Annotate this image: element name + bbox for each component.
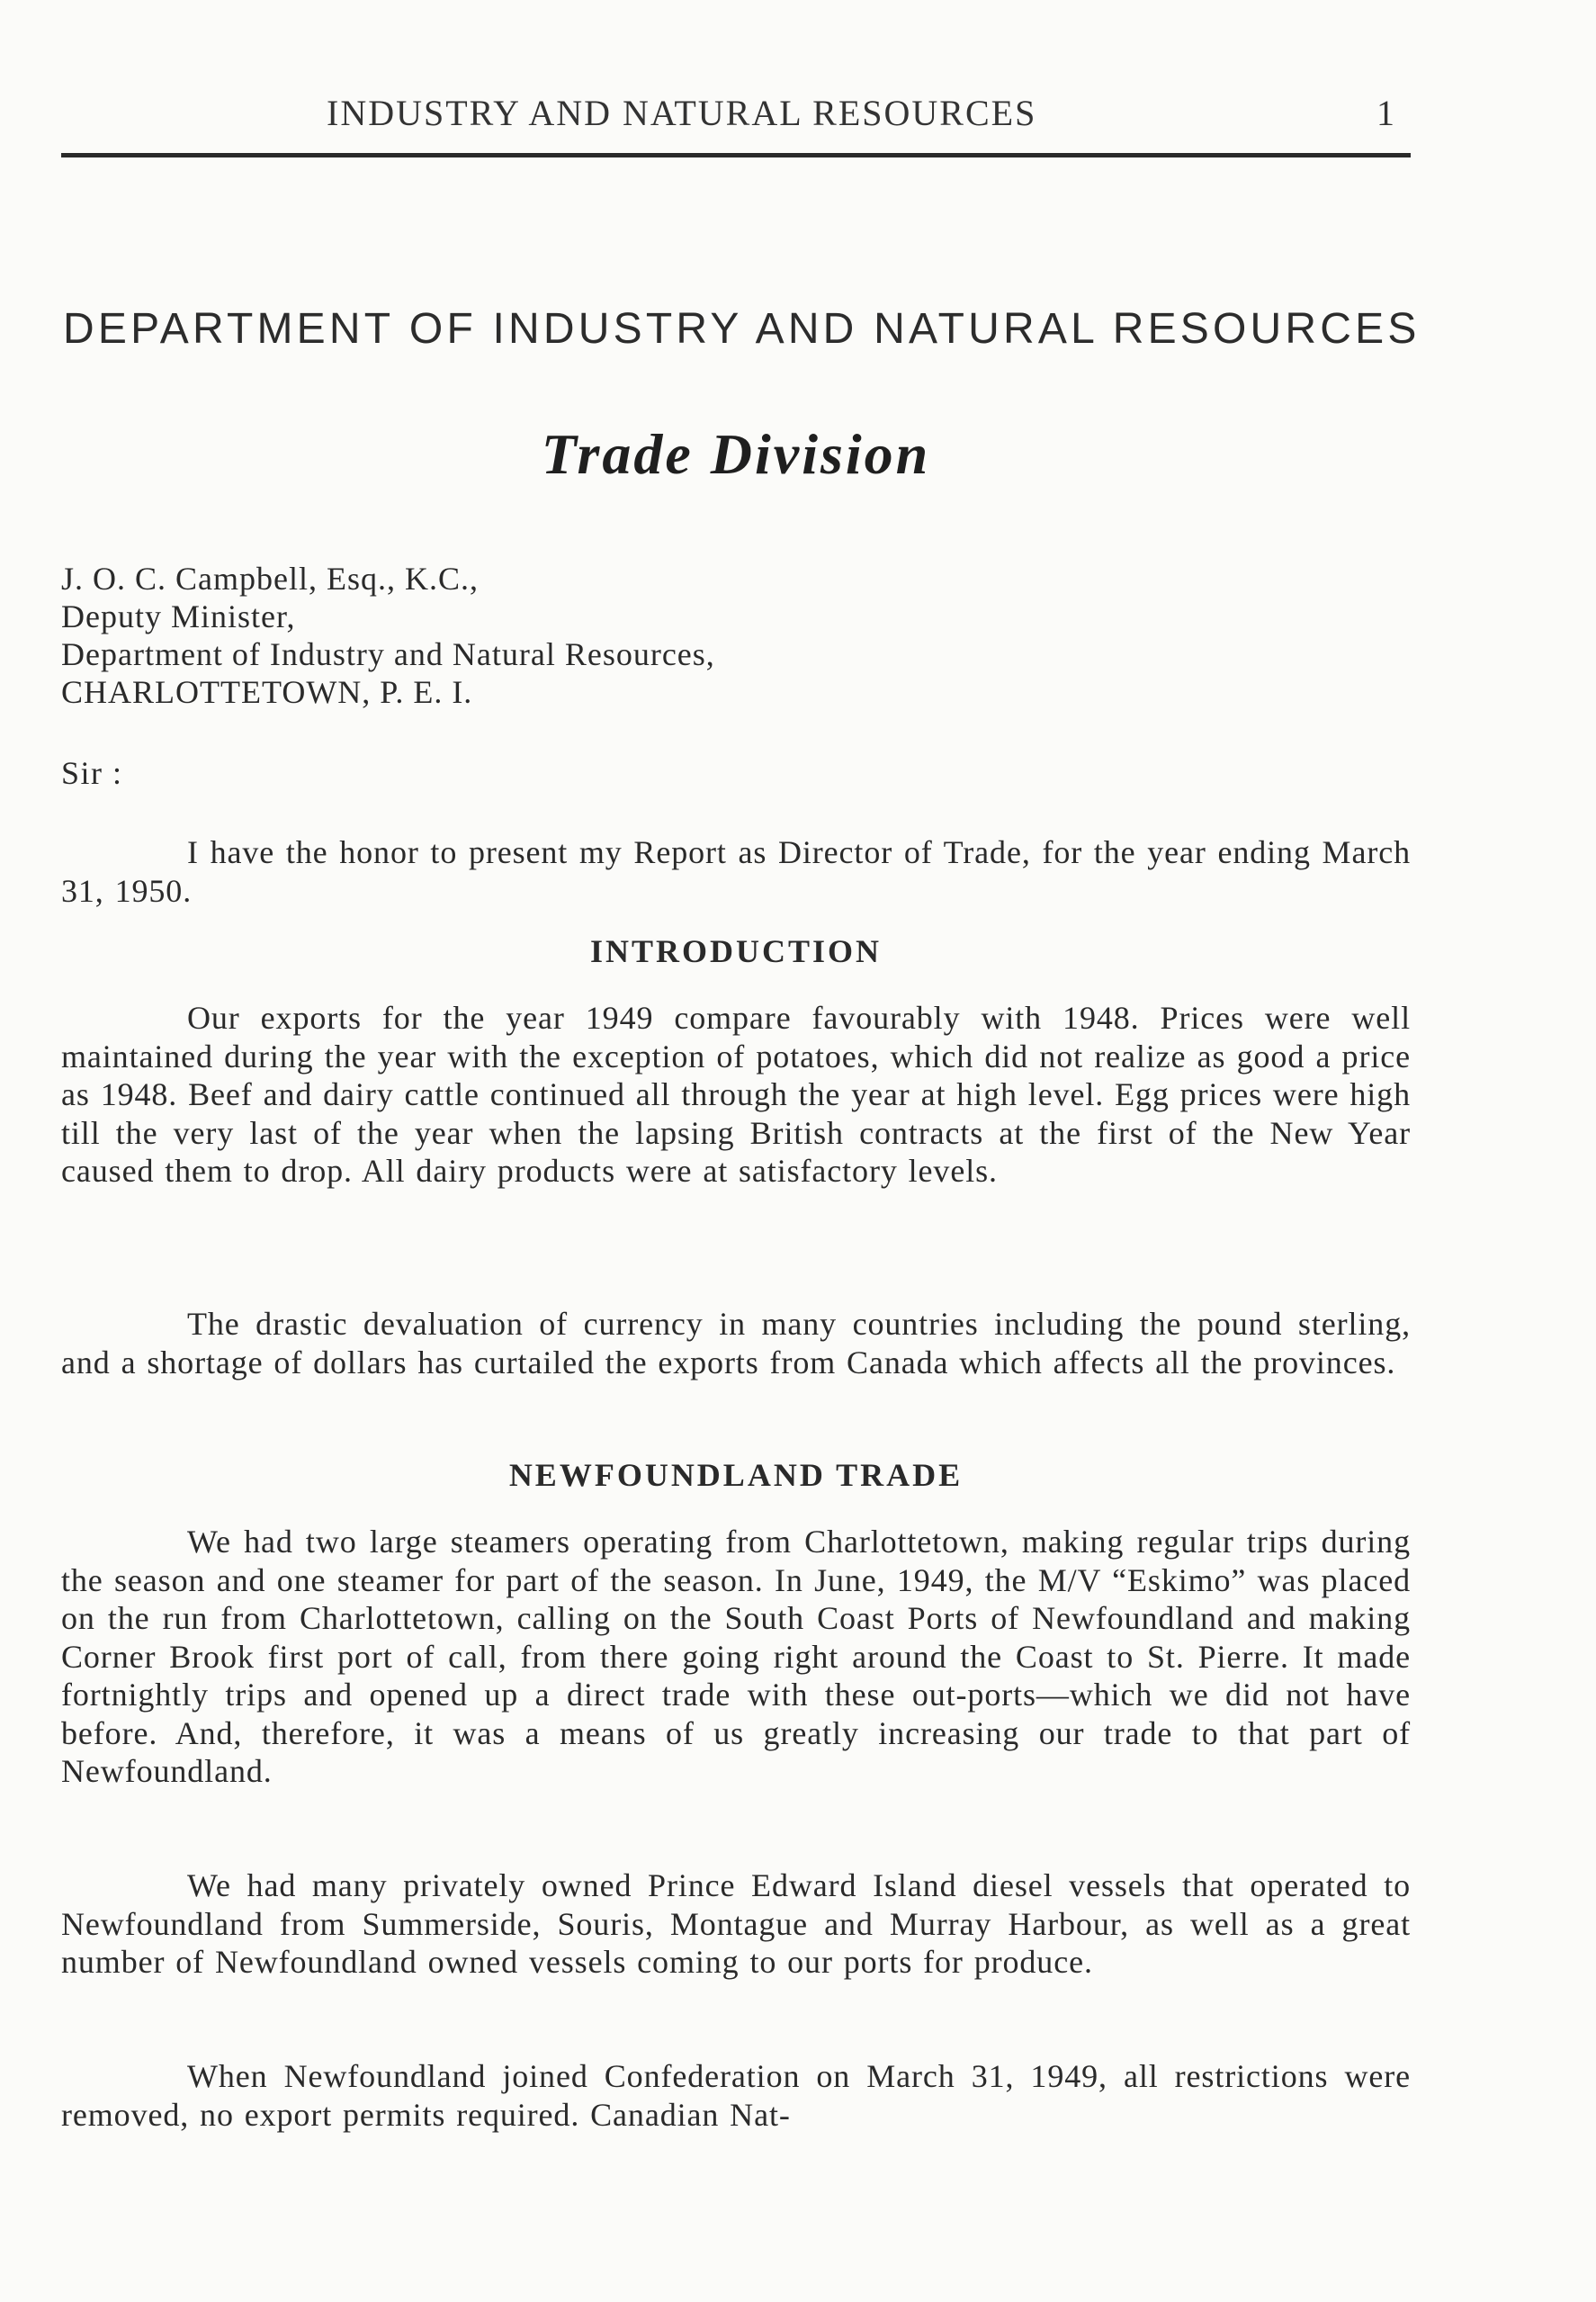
division-title: Trade Division bbox=[541, 422, 931, 486]
running-head bbox=[61, 92, 1411, 137]
introduction-heading: INTRODUCTION bbox=[589, 933, 883, 969]
introduction-paragraph-1 bbox=[61, 999, 1411, 1191]
newfoundland-paragraph-3 bbox=[61, 2057, 1411, 2134]
newfoundland-trade-heading: NEWFOUNDLAND TRADE bbox=[508, 1457, 964, 1493]
newfoundland-paragraph-1-text: We had two large steamers operating from Charlottetown, making regular trips during the season and one steamer for part of the season. In June, 1949, the M/V “Eskimo” was placed on the run from Charlottetown, calling on the South Coast Ports of Newfoundland and making Corner Brook first port of call, from there going right around the Coast to St. Pierre. It made fortnightly trips and opened up a direct trade with these out-ports—which we did not have before. And, therefore, it was a means of us greatly increasing our trade to that part of Newfoundland. bbox=[61, 1524, 1411, 1789]
newfoundland-paragraph-3-text: When Newfoundland joined Confederation on March 31, 1949, all restrictions were removed, no export permits required. Canadian Nat- bbox=[61, 2058, 1411, 2133]
department-title: DEPARTMENT OF INDUSTRY AND NATURAL RESOURCES bbox=[63, 305, 1421, 353]
opening-paragraph bbox=[61, 833, 1411, 910]
newfoundland-paragraph-2-text: We had many privately owned Prince Edward Island diesel vessels that operated to Newfoundland from Summerside, Souris, Montague and Murray Harbour, as well as a great number of Newfoundland owned vessels coming to our ports for produce. bbox=[61, 1867, 1411, 1980]
newfoundland-paragraph-1 bbox=[61, 1523, 1411, 1791]
header-rule bbox=[61, 153, 1411, 157]
address-line-name: J. O. C. Campbell, Esq., K.C., bbox=[61, 561, 480, 597]
address-line-title: Deputy Minister, bbox=[61, 598, 296, 634]
running-head-title: INDUSTRY AND NATURAL RESOURCES bbox=[327, 93, 1037, 133]
newfoundland-paragraph-2 bbox=[61, 1866, 1411, 1982]
salutation: Sir : bbox=[61, 755, 123, 791]
address-line-department: Department of Industry and Natural Resources, bbox=[61, 636, 715, 672]
introduction-paragraph-1-text: Our exports for the year 1949 compare favourably with 1948. Prices were well maintained during the year with the exception of potatoes, which did not realize as good a price as 1948. Beef and dairy cattle continued all through the year at high level. Egg prices were high till the very last of the year when the lapsing British contracts at the first of the New Year caused them to drop. All dairy products were at satisfactory levels. bbox=[61, 1000, 1411, 1189]
introduction-paragraph-2 bbox=[61, 1305, 1411, 1381]
page-number: 1 bbox=[1376, 93, 1394, 133]
opening-paragraph-text: I have the honor to present my Report as Director of Trade, for the year ending March 31, 1950. bbox=[61, 834, 1411, 909]
address-line-city: CHARLOTTETOWN, P. E. I. bbox=[61, 674, 473, 710]
address-block bbox=[61, 560, 715, 711]
introduction-paragraph-2-text: The drastic devaluation of currency in many countries including the pound sterling, and a shortage of dollars has curtailed the exports from Canada which affects all the provinces. bbox=[61, 1306, 1411, 1380]
